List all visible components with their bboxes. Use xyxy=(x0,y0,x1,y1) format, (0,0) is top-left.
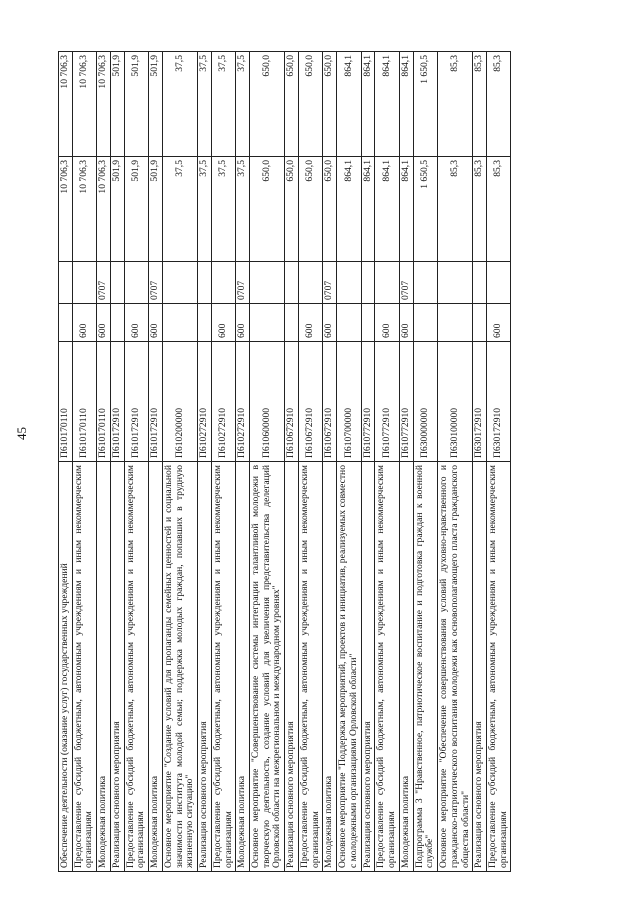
section-code xyxy=(337,262,361,304)
expense-type xyxy=(59,304,73,342)
amount-second: 1 650,5 xyxy=(413,52,437,157)
row-name: Реализация основного мероприятия xyxy=(285,462,299,872)
target-code: П610772910 xyxy=(361,342,375,462)
rotated-table-wrapper xyxy=(58,52,511,872)
target-code: П630172910 xyxy=(486,342,510,462)
amount-first: 864,1 xyxy=(337,157,361,262)
section-code xyxy=(413,262,437,304)
row-name: Подпрограмма 3 "Нравственное, патриотическое воспитание и подготовка граждан к военной службе" xyxy=(413,462,437,872)
amount-second: 37,5 xyxy=(162,52,197,157)
table-row xyxy=(375,52,399,872)
amount-first: 864,1 xyxy=(361,157,375,262)
amount-first: 864,1 xyxy=(375,157,399,262)
table-row xyxy=(285,52,299,872)
target-code: П610600000 xyxy=(250,342,285,462)
section-code xyxy=(285,262,299,304)
expense-type xyxy=(250,304,285,342)
row-name: Основное мероприятие "Создание условий для пропаганды семейных ценностей и социальной значимости института молодой семьи; поддержка молодых граждан, попавших в трудную жизненную ситуацию" xyxy=(162,462,197,872)
row-name: Молодежная политика xyxy=(399,462,413,872)
table-row xyxy=(124,52,148,872)
amount-second: 864,1 xyxy=(337,52,361,157)
expense-type xyxy=(361,304,375,342)
row-name: Молодежная политика xyxy=(323,462,337,872)
amount-first: 85,3 xyxy=(486,157,510,262)
amount-second: 501,9 xyxy=(110,52,124,157)
amount-second: 37,5 xyxy=(198,52,212,157)
amount-first: 650,0 xyxy=(298,157,322,262)
target-code: П610672910 xyxy=(323,342,337,462)
table-row xyxy=(298,52,322,872)
expense-type xyxy=(337,304,361,342)
amount-first: 37,5 xyxy=(211,157,235,262)
section-code xyxy=(473,262,487,304)
section-code xyxy=(438,262,473,304)
section-code xyxy=(162,262,197,304)
amount-second: 501,9 xyxy=(124,52,148,157)
table-row xyxy=(110,52,124,872)
expense-type: 600 xyxy=(399,304,413,342)
amount-first: 501,9 xyxy=(149,157,163,262)
table-row xyxy=(413,52,437,872)
amount-second: 37,5 xyxy=(211,52,235,157)
amount-first: 650,0 xyxy=(285,157,299,262)
row-name: Основное мероприятие "Поддержка мероприятий, проектов и инициатив, реализуемых совместно с молодежными организациями Орловской области" xyxy=(337,462,361,872)
expense-type: 600 xyxy=(298,304,322,342)
table-row xyxy=(399,52,413,872)
expense-type: 600 xyxy=(486,304,510,342)
section-code xyxy=(124,262,148,304)
target-code: П610200000 xyxy=(162,342,197,462)
expense-type xyxy=(198,304,212,342)
row-name: Реализация основного мероприятия xyxy=(473,462,487,872)
table-row xyxy=(149,52,163,872)
table-row xyxy=(473,52,487,872)
expense-type: 600 xyxy=(375,304,399,342)
row-name: Предоставление субсидий бюджетным, автономным учреждениям и иным некоммерческим организациям xyxy=(486,462,510,872)
row-name: Предоставление субсидий бюджетным, автономным учреждениям и иным некоммерческим организациям xyxy=(298,462,322,872)
target-code: П630172910 xyxy=(473,342,487,462)
expense-type: 600 xyxy=(149,304,163,342)
amount-second: 37,5 xyxy=(236,52,250,157)
section-code xyxy=(59,262,73,304)
target-code: П610772910 xyxy=(375,342,399,462)
row-name: Предоставление субсидий бюджетным, автономным учреждениям и иным некоммерческим организациям xyxy=(124,462,148,872)
expense-type xyxy=(473,304,487,342)
budget-table xyxy=(58,51,511,872)
amount-first: 37,5 xyxy=(162,157,197,262)
section-code: 0707 xyxy=(97,262,111,304)
amount-second: 650,0 xyxy=(250,52,285,157)
target-code: П610170110 xyxy=(59,342,73,462)
table-row xyxy=(59,52,73,872)
section-code xyxy=(361,262,375,304)
amount-first: 37,5 xyxy=(198,157,212,262)
target-code: П610172910 xyxy=(149,342,163,462)
section-code: 0707 xyxy=(323,262,337,304)
row-name: Предоставление субсидий бюджетным, автономным учреждениям и иным некоммерческим организациям xyxy=(375,462,399,872)
section-code: 0707 xyxy=(149,262,163,304)
target-code: П610772910 xyxy=(399,342,413,462)
target-code: П610672910 xyxy=(285,342,299,462)
table-row xyxy=(211,52,235,872)
section-code xyxy=(110,262,124,304)
amount-second: 10 706,3 xyxy=(59,52,73,157)
amount-first: 37,5 xyxy=(236,157,250,262)
target-code: П610172910 xyxy=(110,342,124,462)
target-code: П610672910 xyxy=(298,342,322,462)
table-row xyxy=(236,52,250,872)
amount-first: 85,3 xyxy=(473,157,487,262)
row-name: Молодежная политика xyxy=(236,462,250,872)
expense-type: 600 xyxy=(97,304,111,342)
table-row xyxy=(97,52,111,872)
amount-second: 10 706,3 xyxy=(72,52,96,157)
target-code: П610170110 xyxy=(97,342,111,462)
amount-first: 85,3 xyxy=(438,157,473,262)
section-code xyxy=(198,262,212,304)
expense-type: 600 xyxy=(211,304,235,342)
section-code xyxy=(486,262,510,304)
table-row xyxy=(486,52,510,872)
table-row xyxy=(198,52,212,872)
target-code: П630100000 xyxy=(438,342,473,462)
amount-second: 864,1 xyxy=(375,52,399,157)
amount-first: 501,9 xyxy=(110,157,124,262)
section-code: 0707 xyxy=(236,262,250,304)
table-body xyxy=(59,52,511,872)
row-name: Основное мероприятие "Обеспечение совершенствования условий духовно-нравственного и гражданско-патриотического воспитания молодежи как основополагающего пласта гражданского общества области" xyxy=(438,462,473,872)
expense-type: 600 xyxy=(72,304,96,342)
table-row xyxy=(323,52,337,872)
table-row xyxy=(72,52,96,872)
amount-second: 864,1 xyxy=(399,52,413,157)
amount-second: 650,0 xyxy=(323,52,337,157)
amount-second: 501,9 xyxy=(149,52,163,157)
table-row xyxy=(337,52,361,872)
table-row xyxy=(438,52,473,872)
amount-second: 10 706,3 xyxy=(97,52,111,157)
section-code xyxy=(72,262,96,304)
row-name: Реализация основного мероприятия xyxy=(361,462,375,872)
amount-second: 85,3 xyxy=(438,52,473,157)
amount-first: 10 706,3 xyxy=(59,157,73,262)
section-code xyxy=(250,262,285,304)
amount-first: 10 706,3 xyxy=(72,157,96,262)
target-code: П610700000 xyxy=(337,342,361,462)
row-name: Обеспечение деятельности (оказание услуг) государственных учреждений xyxy=(59,462,73,872)
row-name: Основное мероприятие "Совершенствование системы интеграции талантливой молодежи в творческую деятельность, создание условий для увеличения представительства делегаций Орловской области на межрегиональном и международном уровнях" xyxy=(250,462,285,872)
expense-type xyxy=(110,304,124,342)
target-code: П610172910 xyxy=(124,342,148,462)
row-name: Предоставление субсидий бюджетным, автономным учреждениям и иным некоммерческим организациям xyxy=(72,462,96,872)
amount-second: 864,1 xyxy=(361,52,375,157)
amount-first: 501,9 xyxy=(124,157,148,262)
amount-first: 650,0 xyxy=(250,157,285,262)
section-code xyxy=(375,262,399,304)
row-name: Предоставление субсидий бюджетным, автономным учреждениям и иным некоммерческим организациям xyxy=(211,462,235,872)
amount-second: 85,3 xyxy=(473,52,487,157)
row-name: Реализация основного мероприятия xyxy=(110,462,124,872)
expense-type xyxy=(285,304,299,342)
amount-second: 650,0 xyxy=(298,52,322,157)
section-code xyxy=(298,262,322,304)
amount-first: 10 706,3 xyxy=(97,157,111,262)
expense-type xyxy=(413,304,437,342)
row-name: Молодежная политика xyxy=(149,462,163,872)
amount-first: 1 650,5 xyxy=(413,157,437,262)
section-code: 0707 xyxy=(399,262,413,304)
table-row xyxy=(250,52,285,872)
section-code xyxy=(211,262,235,304)
expense-type xyxy=(162,304,197,342)
amount-second: 650,0 xyxy=(285,52,299,157)
target-code: П610272910 xyxy=(211,342,235,462)
table-row xyxy=(162,52,197,872)
row-name: Молодежная политика xyxy=(97,462,111,872)
target-code: П610170110 xyxy=(72,342,96,462)
amount-second: 85,3 xyxy=(486,52,510,157)
amount-first: 864,1 xyxy=(399,157,413,262)
table-row xyxy=(361,52,375,872)
target-code: П610272910 xyxy=(198,342,212,462)
expense-type: 600 xyxy=(236,304,250,342)
expense-type: 600 xyxy=(323,304,337,342)
expense-type xyxy=(438,304,473,342)
amount-first: 650,0 xyxy=(323,157,337,262)
page-number: 45 xyxy=(14,427,29,440)
row-name: Реализация основного мероприятия xyxy=(198,462,212,872)
target-code: П630000000 xyxy=(413,342,437,462)
target-code: П610272910 xyxy=(236,342,250,462)
expense-type: 600 xyxy=(124,304,148,342)
